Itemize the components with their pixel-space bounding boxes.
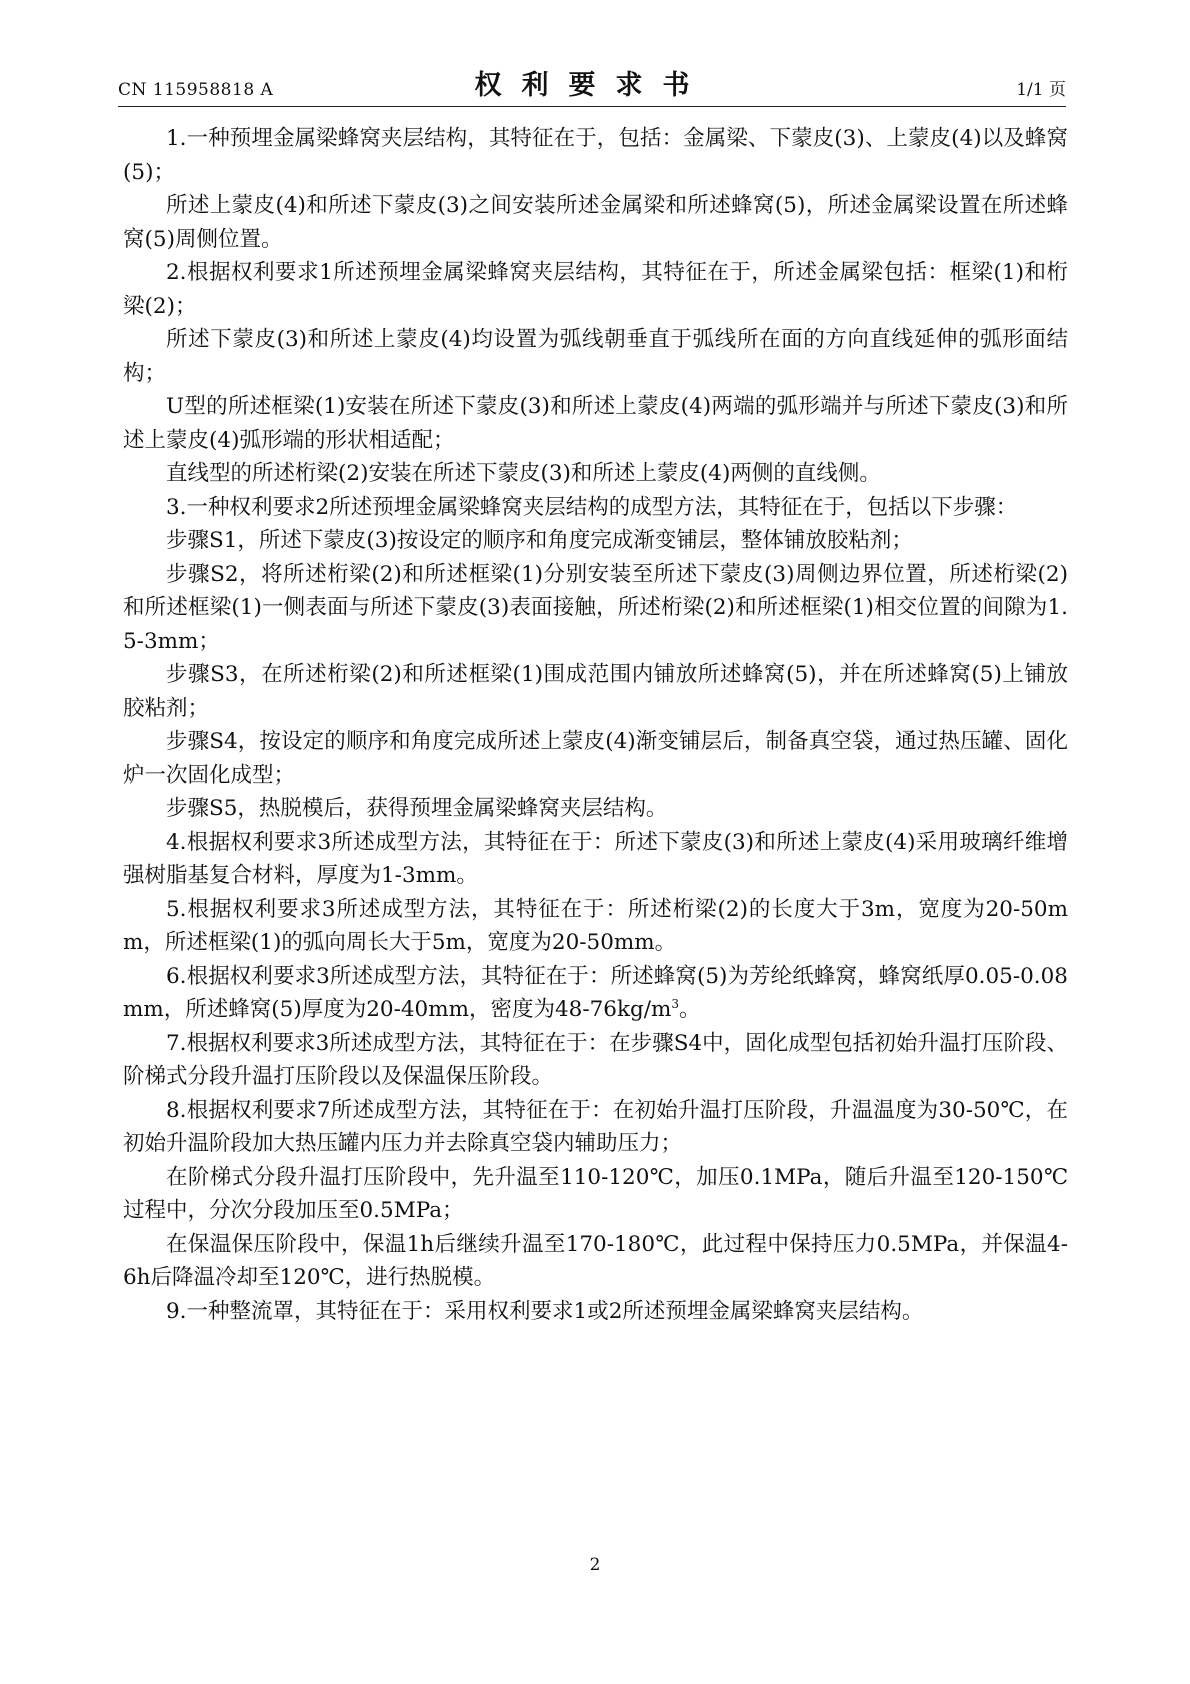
claim-paragraph: 步骤S1，所述下蒙皮(3)按设定的顺序和角度完成渐变铺层，整体铺放胶粘剂； [166,528,913,553]
claim-paragraph: 步骤S4，按设定的顺序和角度完成所述上蒙皮(4)渐变铺层后，制备真空袋，通过热压罐、固化炉一次固化成型； [123,729,1068,788]
claim-paragraph: 所述上蒙皮(4)和所述下蒙皮(3)之间安装所述金属梁和所述蜂窝(5)，所述金属梁设置在所述蜂窝(5)周侧位置。 [123,193,1068,252]
document-header [118,62,1066,107]
claim-paragraph: 步骤S5，热脱模后，获得预埋金属梁蜂窝夹层结构。 [166,796,668,821]
claim-paragraph: 1.一种预埋金属梁蜂窝夹层结构，其特征在于，包括：金属梁、下蒙皮(3)、上蒙皮(4)以及蜂窝(5)； [123,126,1068,185]
claim-paragraph: 4.根据权利要求3所述成型方法，其特征在于：所述下蒙皮(3)和所述上蒙皮(4)采用玻璃纤维增强树脂基复合材料，厚度为1-3mm。 [123,829,1068,888]
document-title: 权利要求书 [474,70,710,101]
claims-body [123,122,1068,1328]
claim-paragraph: 7.根据权利要求3所述成型方法，其特征在于：在步骤S4中，固化成型包括初始升温打压阶段、阶梯式分段升温打压阶段以及保温保压阶段。 [123,1030,1068,1089]
claim-paragraph: 所述下蒙皮(3)和所述上蒙皮(4)均设置为弧线朝垂直于弧线所在面的方向直线延伸的弧形面结构； [123,327,1068,386]
claim-paragraph: 9.一种整流罩，其特征在于：采用权利要求1或2所述预埋金属梁蜂窝夹层结构。 [166,1298,924,1324]
page-number: 2 [589,1555,601,1575]
claim-text-tail: 。 [679,997,701,1022]
claim-paragraph: 步骤S2，将所述桁梁(2)和所述框梁(1)分别安装至所述下蒙皮(3)周侧边界位置，所述桁梁(2)和所述框梁(1)一侧表面与所述下蒙皮(3)表面接触，所述桁梁(2)和所述框梁(1)相交位置的间隙为1.5-3mm； [123,561,1068,654]
claim-paragraph: 直线型的所述桁梁(2)安装在所述下蒙皮(3)和所述上蒙皮(4)两侧的直线侧。 [166,461,881,486]
claim-paragraph [123,960,1068,1027]
claim-paragraph: 在阶梯式分段升温打压阶段中，先升温至110-120℃，加压0.1MPa，随后升温至120-150℃过程中，分次分段加压至0.5MPa； [123,1164,1068,1223]
claim-paragraph: 5.根据权利要求3所述成型方法，其特征在于：所述桁梁(2)的长度大于3m，宽度为20-50mm，所述框梁(1)的弧向周长大于5m，宽度为20-50mm。 [123,896,1068,955]
claim-paragraph: 8.根据权利要求7所述成型方法，其特征在于：在初始升温打压阶段，升温温度为30-50℃，在初始升温阶段加大热压罐内压力并去除真空袋内辅助压力； [123,1097,1068,1156]
claim-paragraph: U型的所述框梁(1)安装在所述下蒙皮(3)和所述上蒙皮(4)两端的弧形端并与所述下蒙皮(3)和所述上蒙皮(4)弧形端的形状相适配； [123,394,1068,453]
superscript-exponent: 3 [671,996,680,1011]
claim-paragraph: 步骤S3，在所述桁梁(2)和所述框梁(1)围成范围内铺放所述蜂窝(5)，并在所述蜂窝(5)上铺放胶粘剂； [123,662,1068,721]
publication-number: CN 115958818 A [118,80,274,100]
claim-paragraph: 2.根据权利要求1所述预埋金属梁蜂窝夹层结构，其特征在于，所述金属梁包括：框梁(1)和桁梁(2)； [123,260,1068,319]
claim-paragraph: 在保温保压阶段中，保温1h后继续升温至170-180℃，此过程中保持压力0.5MPa，并保温4-6h后降温冷却至120℃，进行热脱模。 [123,1231,1068,1290]
claim-text: 6.根据权利要求3所述成型方法，其特征在于：所述蜂窝(5)为芳纶纸蜂窝，蜂窝纸厚0.05-0.08mm，所述蜂窝(5)厚度为20-40mm，密度为48-76kg/m [123,963,1068,1022]
claim-paragraph: 3.一种权利要求2所述预埋金属梁蜂窝夹层结构的成型方法，其特征在于，包括以下步骤： [166,494,1018,520]
page-info: 1/1 页 [1016,80,1066,100]
